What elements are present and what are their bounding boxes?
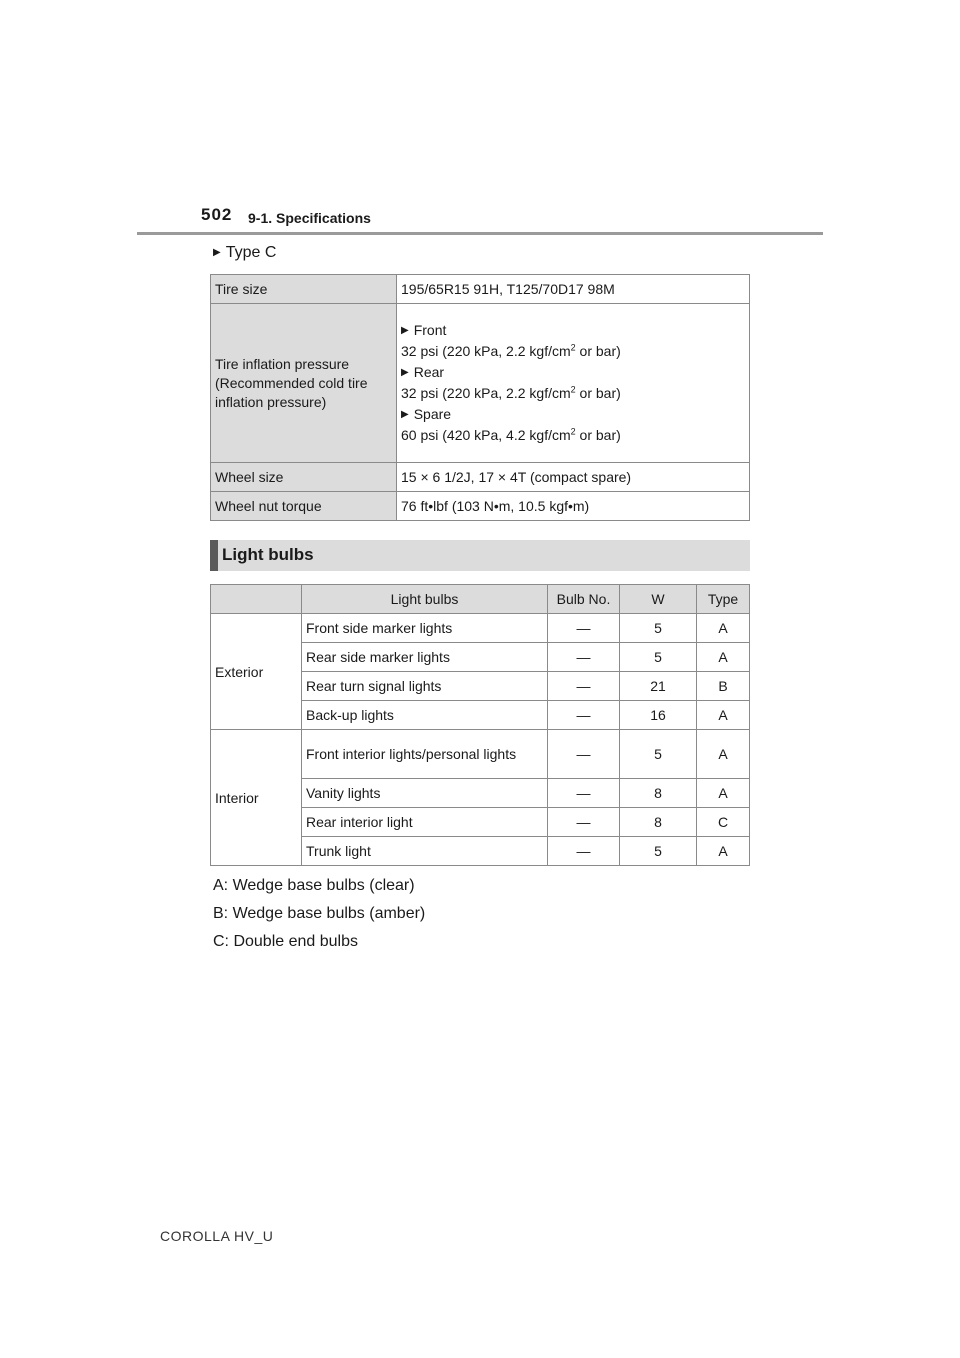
- rear-value: [401, 385, 745, 402]
- table-row: [211, 614, 750, 643]
- value-suffix: or bar): [575, 343, 621, 359]
- bulb-type: A: [697, 837, 750, 866]
- type-heading-text: Type C: [225, 244, 277, 261]
- heading-bar: [210, 540, 218, 571]
- bulb-type: B: [697, 672, 750, 701]
- bulb-name: Trunk light: [302, 837, 548, 866]
- rear-label: Rear: [413, 364, 445, 380]
- superscript: 2: [570, 342, 576, 353]
- note-b: B: Wedge base bulbs (amber): [213, 905, 426, 922]
- bulb-name: Rear interior light: [302, 808, 548, 837]
- triangle-bullet-icon: ▶: [401, 367, 409, 378]
- triangle-bullet-icon: ▶: [401, 409, 409, 420]
- bulb-w: 21: [620, 672, 697, 701]
- bulb-no: —: [548, 701, 620, 730]
- spare-label: Spare: [413, 406, 452, 422]
- tire-size-value: 195/65R15 91H, T125/70D17 98M: [397, 275, 750, 304]
- bulb-no: —: [548, 672, 620, 701]
- note-a: A: Wedge base bulbs (clear): [213, 877, 415, 894]
- bulb-name: Rear side marker lights: [302, 643, 548, 672]
- bulb-no: —: [548, 779, 620, 808]
- note-c: C: Double end bulbs: [213, 933, 358, 950]
- bulb-no: —: [548, 643, 620, 672]
- superscript: 2: [570, 426, 576, 437]
- bulb-type: A: [697, 779, 750, 808]
- bulb-w: 8: [620, 808, 697, 837]
- superscript: 2: [570, 384, 576, 395]
- light-bulbs-heading: [210, 540, 750, 571]
- bulb-no: —: [548, 837, 620, 866]
- tire-spec-table: [210, 274, 750, 521]
- rear-value-main: 32 psi (220 kPa, 2.2 kgf/cm: [401, 385, 571, 401]
- bulb-w: 5: [620, 614, 697, 643]
- type-heading: [213, 244, 276, 262]
- bulb-type: A: [697, 614, 750, 643]
- table-row: [211, 730, 750, 779]
- bulb-type-notes: [213, 872, 425, 956]
- bulb-w: 8: [620, 779, 697, 808]
- wheel-nut-label: Wheel nut torque: [211, 492, 397, 521]
- bulb-type: A: [697, 730, 750, 779]
- bulb-name: Rear turn signal lights: [302, 672, 548, 701]
- bulb-w: 5: [620, 643, 697, 672]
- bulb-no: —: [548, 730, 620, 779]
- front-label: Front: [413, 322, 447, 338]
- header-bulb-no: Bulb No.: [548, 585, 620, 614]
- value-suffix: or bar): [575, 385, 621, 401]
- wheel-size-value: 15 × 6 1/2J, 17 × 4T (compact spare): [397, 463, 750, 492]
- bulb-name: Front side marker lights: [302, 614, 548, 643]
- bulb-type: A: [697, 643, 750, 672]
- bulb-type: C: [697, 808, 750, 837]
- bulb-no: —: [548, 614, 620, 643]
- header-w: W: [620, 585, 697, 614]
- exterior-label: Exterior: [211, 614, 302, 730]
- page-number: 502: [201, 205, 233, 224]
- value-suffix: or bar): [575, 427, 621, 443]
- footer-model: COROLLA HV_U: [160, 1228, 274, 1244]
- bulb-w: 5: [620, 837, 697, 866]
- bulb-name: Front interior lights/personal lights: [302, 730, 548, 779]
- bulb-w: 5: [620, 730, 697, 779]
- interior-label: Interior: [211, 730, 302, 866]
- triangle-bullet-icon: ▶: [401, 325, 409, 336]
- triangle-bullet-icon: ▶: [213, 247, 221, 258]
- section-title: 9-1. Specifications: [248, 210, 371, 226]
- spare-value: [401, 427, 745, 444]
- spare-value-main: 60 psi (420 kPa, 4.2 kgf/cm: [401, 427, 571, 443]
- header-light-bulbs: Light bulbs: [302, 585, 548, 614]
- inflation-label: Tire inflation pressure (Recommended cold tire inflation pressure): [211, 304, 397, 463]
- wheel-size-label: Wheel size: [211, 463, 397, 492]
- header-rule: [137, 232, 823, 235]
- light-bulbs-title: Light bulbs: [222, 545, 314, 564]
- tire-size-label: Tire size: [211, 275, 397, 304]
- bulb-name: Back-up lights: [302, 701, 548, 730]
- header-blank: [211, 585, 302, 614]
- bulb-name: Vanity lights: [302, 779, 548, 808]
- bulb-type: A: [697, 701, 750, 730]
- wheel-nut-value: 76 ft•lbf (103 N•m, 10.5 kgf•m): [397, 492, 750, 521]
- inflation-values: [397, 304, 750, 463]
- bulb-w: 16: [620, 701, 697, 730]
- front-value-main: 32 psi (220 kPa, 2.2 kgf/cm: [401, 343, 571, 359]
- header-type: Type: [697, 585, 750, 614]
- front-value: [401, 343, 745, 360]
- light-bulbs-table: [210, 584, 750, 866]
- bulb-no: —: [548, 808, 620, 837]
